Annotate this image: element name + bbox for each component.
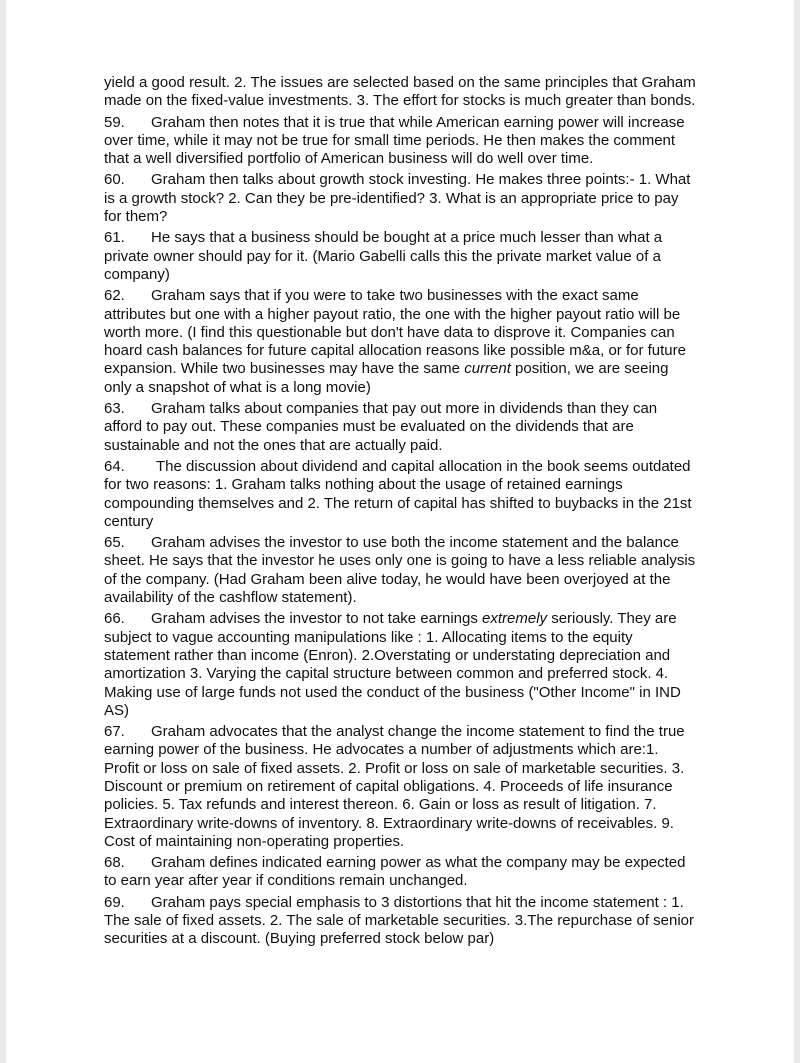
item-number: 66. (104, 610, 125, 628)
numbered-item-63 (104, 400, 696, 455)
item-text: He says that a business should be bought at a price much lesser than what a private owner should pay for it. (Mario Gabelli calls this the private market value of a company) (104, 229, 663, 283)
left-margin-strip (0, 0, 6, 1063)
item-text: Graham advocates that the analyst change the income statement to find the true earning power of the business. He advocates a number of adjustments which are:1. Profit or loss on sale of fixed assets. 2. Profit or loss on sale of marketable securities. 3. Discount or premium on retirement of capital obligations. 4. Proceeds of life insurance policies. 5. Tax refunds and interest thereon. 6. Gain or loss as result of litigation. 7. Extraordinary write-downs of inventory. 8. Extraordinary write-downs of receivables. 9. Cost of maintaining non-operating properties. (104, 723, 685, 850)
item-text-emphasis: current (464, 360, 511, 378)
numbered-item-61 (104, 229, 696, 284)
numbered-item-69 (104, 894, 696, 949)
item-number: 65. (104, 534, 125, 552)
item-text-part-a: Graham advises the investor to not take earnings (151, 610, 483, 628)
numbered-item-60 (104, 171, 696, 226)
item-number: 61. (104, 229, 125, 247)
item-number: 67. (104, 723, 125, 741)
item-number: 63. (104, 400, 125, 418)
numbered-item-66 (104, 610, 696, 720)
item-number: 62. (104, 287, 125, 305)
numbered-item-68 (104, 854, 696, 891)
item-text-emphasis: extremely (482, 610, 548, 628)
intro-paragraph: yield a good result. 2. The issues are selected based on the same principles that Graham made on the fixed-value investments. 3. The effort for stocks is much greater than bonds. (104, 74, 696, 110)
item-text: Graham advises the investor to use both the income statement and the balance sheet. He says that the investor he uses only one is going to have a less reliable analysis of the company. (Had Graham been alive today, he would have been overjoyed at the availability of the cashflow statement). (104, 534, 696, 607)
item-number: 68. (104, 854, 125, 872)
numbered-item-65 (104, 534, 696, 607)
item-text-part-b: seriously. They are subject to vague accounting manipulations like : 1. Allocating items to the equity statement rather than income (Enron). 2.Overstating or understating depreciation and amortization 3. Varying the capital structure between common and preferred stock. 4. Making use of large funds not used the conduct of the business ("Other Income" in IND AS) (104, 610, 681, 719)
item-text: Graham then talks about growth stock investing. He makes three points:- 1. What is a growth stock? 2. Can they be pre-identified? 3. What is an appropriate price to pay for them? (104, 171, 691, 226)
item-text: Graham talks about companies that pay out more in dividends than they can afford to pay out. These companies must be evaluated on the dividends that are sustainable and not the ones that are actually paid. (104, 400, 658, 454)
item-number: 59. (104, 113, 125, 131)
item-text: Graham then notes that it is true that while American earning power will increase over time, while it may not be true for small time periods. He then makes the comment that a well diversified portfolio of American business will do well over time. (104, 113, 685, 168)
numbered-item-59 (104, 114, 696, 169)
item-text-part-b: position, we are seeing only a snapshot of what is a long movie) (104, 360, 669, 396)
item-text: The discussion about dividend and capital allocation in the book seems outdated for two reasons: 1. Graham talks nothing about the usage of retained earnings compounding themselves and 2. The return of capital has shifted to buybacks in the 21st century (104, 457, 692, 530)
item-number: 64. (104, 457, 125, 475)
numbered-item-67 (104, 723, 696, 851)
right-margin-strip (794, 0, 800, 1063)
item-text: Graham pays special emphasis to 3 distortions that hit the income statement : 1. The sale of fixed assets. 2. The sale of marketable securities. 3.The repurchase of senior securities at a discount. (Buying preferred stock below par) (104, 893, 695, 948)
item-number: 69. (104, 893, 125, 911)
item-text: Graham defines indicated earning power as what the company may be expected to earn year after year if conditions remain unchanged. (104, 854, 686, 890)
numbered-item-64 (104, 458, 696, 531)
document-body (104, 74, 696, 952)
item-number: 60. (104, 171, 125, 189)
item-text-part-a: Graham says that if you were to take two businesses with the exact same attributes but one with a higher payout ratio, the one with the higher payout ratio will be worth more. (I find this questionable but don't have data to disprove it. Companies can hoard cash balances for future capital allocation reasons like possible m&a, or for future expansion. While two businesses may have the same (104, 287, 686, 378)
numbered-item-62 (104, 287, 696, 397)
